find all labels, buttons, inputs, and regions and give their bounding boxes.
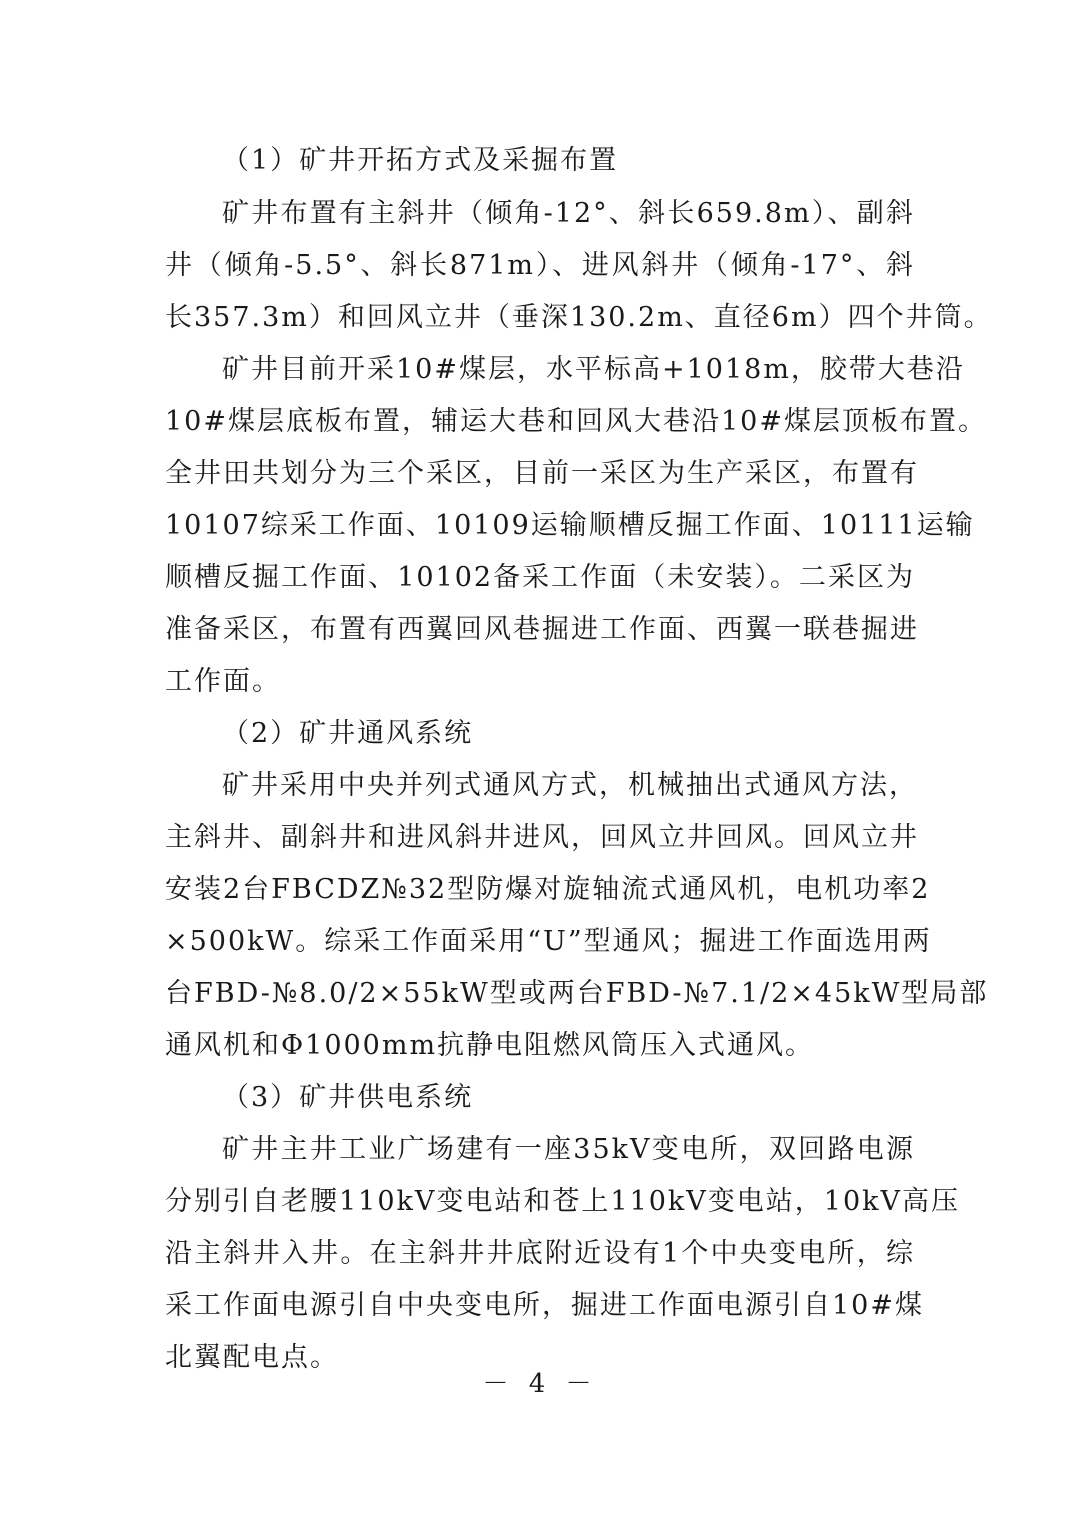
section-2-para-1-line-2: 主斜井、副斜井和进风斜井进风，回风立井回风。回风立井: [165, 822, 919, 853]
section-1-para-1-line-3: 长357.3m）和回风立井（垂深130.2m、直径6m）四个井筒。: [165, 302, 993, 333]
section-1-para-2-line-6: 准备采区，布置有西翼回风巷掘进工作面、西翼一联巷掘进: [165, 614, 919, 645]
section-3-para-1-line-4: 采工作面电源引自中央变电所，掘进工作面电源引自10#煤: [165, 1290, 924, 1321]
section-1-para-2-line-5: 顺槽反掘工作面、10102备采工作面（未安装）。二采区为: [165, 562, 915, 593]
section-3-para-1-line-2: 分别引自老腰110kV变电站和苍上110kV变电站，10kV高压: [165, 1186, 961, 1217]
section-1-para-2-line-2: 10#煤层底板布置，辅运大巷和回风大巷沿10#煤层顶板布置。: [165, 406, 987, 437]
section-2-para-1-line-6: 通风机和Φ1000mm抗静电阻燃风筒压入式通风。: [165, 1030, 815, 1061]
section-3-para-1-line-1: 矿井主井工业广场建有一座35kV变电所，双回路电源: [222, 1134, 915, 1165]
section-1-para-1-line-1: 矿井布置有主斜井（倾角-12°、斜长659.8m）、副斜: [222, 198, 915, 229]
section-1-heading: （1）矿井开拓方式及采掘布置: [222, 145, 619, 176]
page-number: － 4 －: [482, 1369, 598, 1399]
section-2-para-1-line-3: 安装2台FBCDZ№32型防爆对旋轴流式通风机，电机功率2: [165, 874, 931, 905]
section-1-para-2-line-1: 矿井目前开采10#煤层，水平标高+1018m，胶带大巷沿: [222, 354, 965, 385]
section-2-para-1-line-4: ×500kW。综采工作面采用“U”型通风；掘进工作面选用两: [165, 926, 932, 957]
section-1-para-2-line-7: 工作面。: [165, 666, 281, 697]
section-2-heading: （2）矿井通风系统: [222, 718, 474, 749]
section-1-para-1-line-2: 井（倾角-5.5°、斜长871m）、进风斜井（倾角-17°、斜: [165, 250, 915, 281]
section-3-para-1-line-3: 沿主斜井入井。在主斜井井底附近设有1个中央变电所，综: [165, 1238, 915, 1269]
section-3-para-1-line-5: 北翼配电点。: [165, 1342, 339, 1373]
section-2-para-1-line-1: 矿井采用中央并列式通风方式，机械抽出式通风方法，: [222, 770, 918, 801]
section-3-heading: （3）矿井供电系统: [222, 1082, 474, 1113]
section-2-para-1-line-5: 台FBD-№8.0/2×55kW型或两台FBD-№7.1/2×45kW型局部: [165, 978, 989, 1009]
section-1-para-2-line-4: 10107综采工作面、10109运输顺槽反掘工作面、10111运输: [165, 510, 975, 541]
section-1-para-2-line-3: 全井田共划分为三个采区，目前一采区为生产采区，布置有: [165, 458, 919, 489]
